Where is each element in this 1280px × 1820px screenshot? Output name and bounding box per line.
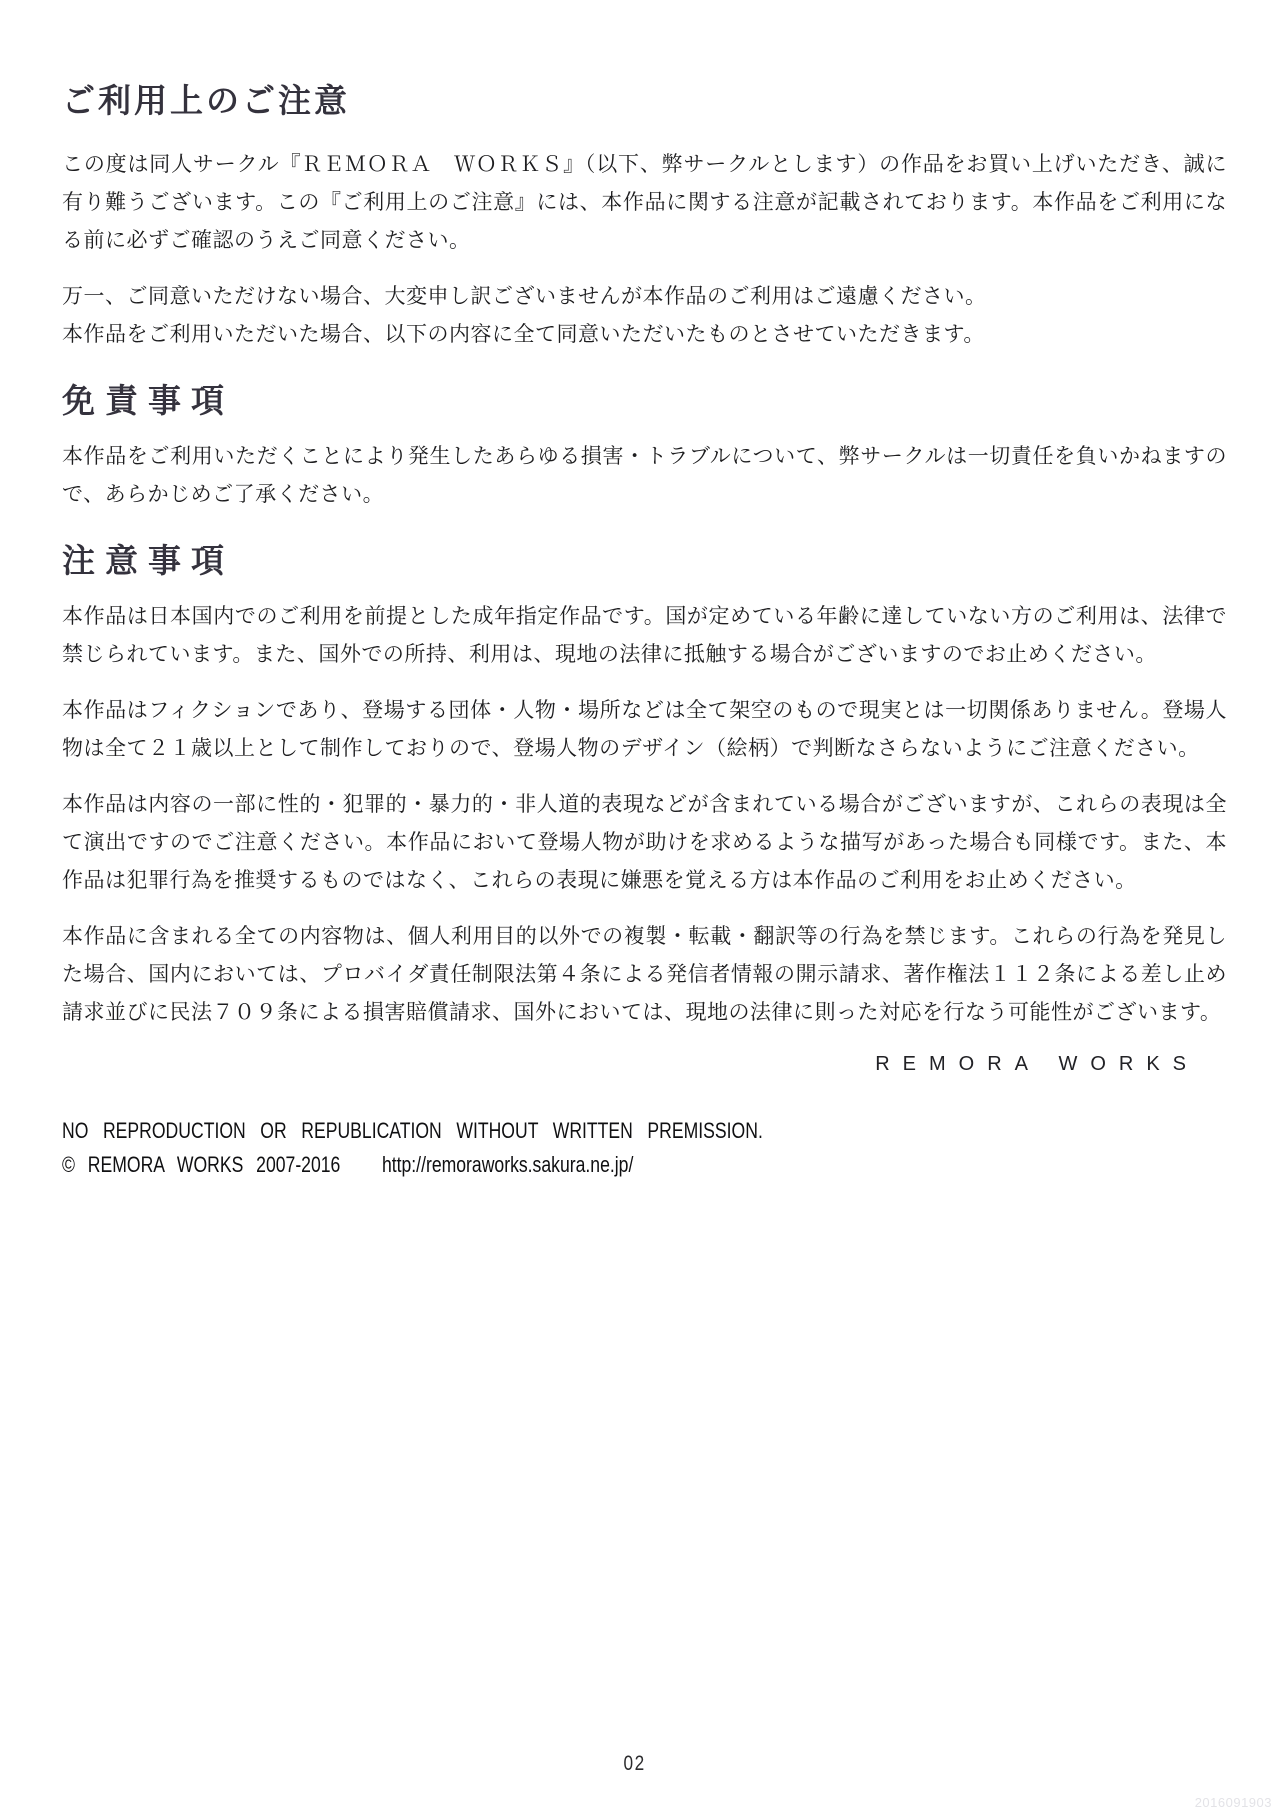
precaution-paragraph-expressions: 本作品は内容の一部に性的・犯罪的・暴力的・非人道的表現などが含まれている場合がございますが、これらの表現は全て演出ですのでご注意ください。本作品において登場人物が助けを求めるような描写があった場合も同様です。また、本作品は犯罪行為を推奨するものではなく、これらの表現に嫌悪を覚える方は本作品のご利用をお止めください。 (62, 793, 1227, 892)
circle-signature: REMORA WORKS (875, 1053, 1199, 1075)
precaution-paragraph-fiction: 本作品はフィクションであり、登場する団体・人物・場所などは全て架空のもので現実とは一切関係ありません。登場人物は全て２１歳以上として制作しておりので、登場人物のデザイン（絵柄）で判断なさらないようにご注意ください。 (62, 699, 1227, 760)
page-number (0, 1752, 1270, 1776)
copyright-text: © REMORA WORKS 2007-2016 (62, 1152, 341, 1177)
agreement-line-2: 本作品をご利用いただいた場合、以下の内容に全て同意いただいたものとさせていただきます。 (62, 323, 985, 346)
page-title: ご利用上のご注意 (62, 82, 350, 119)
section-heading-precautions: 注意事項 (62, 542, 234, 579)
disclaimer-paragraph: 本作品をご利用いただくことにより発生したあらゆる損害・トラブルについて、弊サークルは一切責任を負いかねますので、あらかじめご了承ください。 (62, 445, 1227, 506)
agreement-paragraph (62, 278, 1227, 354)
footer-copyright-line (62, 1148, 994, 1182)
precaution-paragraph-copyright-law: 本作品に含まれる全ての内容物は、個人利用目的以外での複製・転載・翻訳等の行為を禁じます。これらの行為を発見した場合、国内においては、プロバイダ責任制限法第４条による発信者情報の開示請求、著作権法１１２条による差し止め請求並びに民法７０９条による損害賠償請求、国外においては、現地の法律に則った対応を行なう可能性がございます。 (62, 925, 1227, 1024)
timestamp-watermark: 2016091903 (1194, 1795, 1272, 1810)
footer (62, 1114, 1227, 1182)
page-number-digits: 02 (623, 1752, 647, 1775)
document-content (62, 80, 1227, 1182)
agreement-line-1: 万一、ご同意いただけない場合、大変申し訳ございませんが本作品のご利用はご遠慮ください。 (62, 285, 987, 308)
intro-paragraph: この度は同人サークル『ＲＥＭＯＲＡ ＷＯＲＫＳ』（以下、弊サークルとします）の作品をお買い上げいただき、誠に有り難うございます。この『ご利用上のご注意』には、本作品に関する注意が記載されております。本作品をご利用になる前に必ずご確認のうえご同意ください。 (62, 153, 1227, 252)
website-url: http://remoraworks.sakura.ne.jp/ (381, 1152, 634, 1177)
footer-notice: NO REPRODUCTION OR REPUBLICATION WITHOUT WRITTEN PREMISSION. (62, 1118, 763, 1143)
section-heading-disclaimer: 免責事項 (62, 382, 234, 419)
precaution-paragraph-age-rating: 本作品は日本国内でのご利用を前提とした成年指定作品です。国が定めている年齢に達していない方のご利用は、法律で禁じられています。また、国外での所持、利用は、現地の法律に抵触する場合がございますのでお止めください。 (62, 605, 1227, 666)
